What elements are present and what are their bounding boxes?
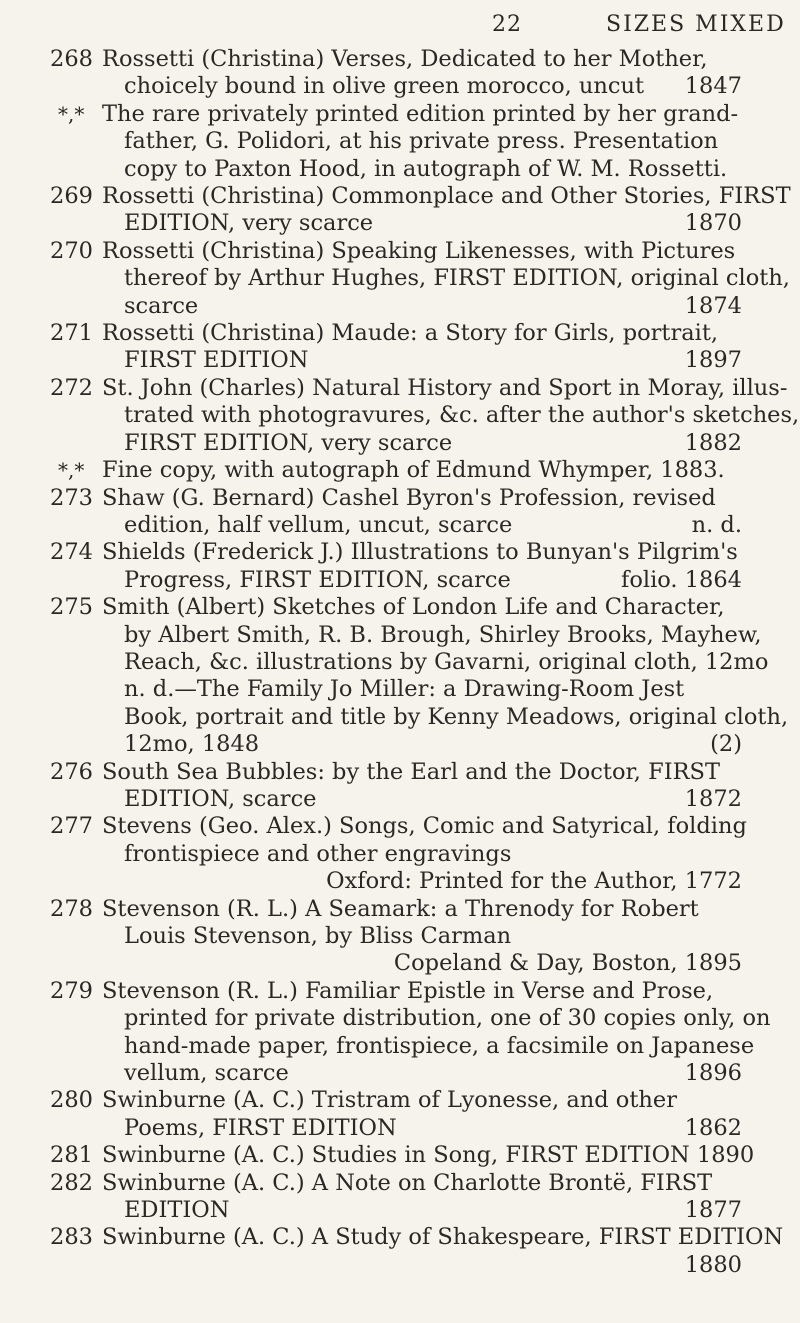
entry-line: copy to Paxton Hood, in autograph of W. M. Rossetti.	[124, 155, 728, 182]
entry-note	[0, 101, 800, 183]
lot-number: 282	[50, 1169, 93, 1196]
entry-date: n. d.	[691, 511, 742, 538]
entry-line: Stevenson (R. L.) A Seamark: a Threnody for Robert	[102, 895, 699, 922]
lot-number: 283	[50, 1224, 93, 1251]
lot-number: 276	[50, 758, 93, 785]
entry-tail-line	[102, 1115, 742, 1142]
entry-date: 1882	[684, 429, 742, 456]
note-asterisks: *,*	[58, 101, 85, 126]
entry-text	[102, 1087, 742, 1142]
entry-line: Book, portrait and title by Kenny Meadows, original cloth,	[124, 703, 789, 730]
lot-number: 279	[50, 977, 93, 1004]
entry-text	[102, 101, 742, 183]
entry-text	[102, 594, 789, 758]
entry-line: South Sea Bubbles: by the Earl and the Doctor, FIRST	[102, 758, 720, 785]
note-asterisks: *,*	[58, 458, 85, 483]
entry-tail-text: Poems, FIRST EDITION	[124, 1114, 397, 1141]
entry-line: n. d.—The Family Jo Miller: a Drawing-Room Jest	[124, 676, 685, 703]
catalogue-entry	[0, 813, 800, 895]
entry-line: Rossetti (Christina) Commonplace and Other Stories, FIRST	[102, 183, 791, 210]
entry-line: Rossetti (Christina) Speaking Likenesses, with Pictures	[102, 237, 736, 264]
lot-number: 278	[50, 895, 93, 922]
entry-tail-line	[102, 731, 742, 758]
lot-number: 270	[50, 237, 93, 264]
entry-tail-line	[102, 512, 742, 539]
entry-imprint: 1880	[684, 1251, 742, 1278]
entry-tail-line	[102, 73, 742, 100]
entry-date: 1870	[684, 210, 742, 237]
entry-line: Louis Stevenson, by Bliss Carman	[124, 923, 512, 949]
catalogue-entry	[0, 1224, 800, 1279]
entry-line: thereof by Arthur Hughes, FIRST EDITION, original cloth,	[124, 265, 790, 292]
entry-tail-text: FIRST EDITION	[124, 347, 309, 374]
entry-text	[102, 46, 742, 101]
entry-date: 1896	[684, 1060, 742, 1087]
entry-imprint: Oxford: Printed for the Author, 1772	[326, 868, 742, 895]
entry-text	[102, 485, 742, 540]
lot-number: 274	[50, 539, 93, 566]
lot-number: 269	[50, 183, 93, 210]
entry-date: folio. 1864	[621, 566, 742, 593]
entry-date: (2)	[710, 731, 742, 758]
entry-tail-text: choicely bound in olive green morocco, uncut	[124, 73, 645, 100]
entry-date: 1897	[684, 347, 742, 374]
entry-text	[102, 320, 742, 375]
lot-number: 273	[50, 484, 93, 511]
entry-line: Fine copy, with autograph of Edmund Whymper, 1883.	[102, 457, 725, 484]
catalogue-entry	[0, 485, 800, 540]
catalogue-entry	[0, 238, 800, 320]
catalogue-entry	[0, 375, 800, 457]
catalogue-entry	[0, 896, 800, 978]
entry-text	[102, 237, 790, 320]
entry-tail-text: edition, half vellum, uncut, scarce	[124, 511, 513, 538]
entry-note	[0, 457, 800, 484]
entry-line: Swinburne (A. C.) Tristram of Lyonesse, and other	[102, 1087, 677, 1114]
entry-date: 1877	[684, 1197, 742, 1224]
catalogue-entry	[0, 594, 800, 758]
entry-text	[102, 813, 747, 895]
entry-text	[102, 539, 742, 594]
entry-date: 1874	[684, 292, 742, 319]
entry-text	[102, 896, 742, 978]
catalogue-entry	[0, 539, 800, 594]
lot-number: 277	[50, 813, 93, 840]
entry-tail-line	[102, 1060, 742, 1087]
entry-text	[102, 457, 742, 484]
catalogue-entry	[0, 46, 800, 101]
page-number: 22	[492, 12, 522, 37]
entry-tail-line	[102, 347, 742, 374]
entry-date: 1862	[684, 1114, 742, 1141]
entry-text	[102, 1142, 755, 1169]
entry-line: Rossetti (Christina) Verses, Dedicated to her Mother,	[102, 46, 708, 72]
entry-tail-line	[102, 567, 742, 594]
catalogue-entry	[0, 320, 800, 375]
entry-line: Shields (Frederick J.) Illustrations to Bunyan's Pilgrim's	[102, 539, 738, 566]
lot-number: 281	[50, 1142, 93, 1169]
entry-tail-line	[102, 430, 742, 457]
entry-tail-text: EDITION, scarce	[124, 785, 317, 812]
entry-text	[102, 183, 791, 238]
entry-text	[102, 374, 800, 457]
entry-line: trated with photogravures, &c. after the author's sketches,	[124, 402, 800, 429]
entry-date: 1847	[684, 73, 742, 100]
entry-date: 1872	[684, 785, 742, 812]
lot-number: 271	[50, 320, 93, 347]
running-title: SIZES MIXED	[606, 12, 786, 37]
catalogue-entry	[0, 1142, 800, 1169]
lot-number: 280	[50, 1087, 93, 1114]
entry-line: Shaw (G. Bernard) Cashel Byron's Profession, revised	[102, 484, 716, 511]
catalogue-entry	[0, 978, 800, 1088]
entry-line: hand-made paper, frontispiece, a facsimile on Japanese	[124, 1032, 755, 1059]
entry-tail-line	[102, 1197, 742, 1224]
entry-line: Swinburne (A. C.) A Note on Charlotte Brontë, FIRST	[102, 1169, 713, 1196]
lot-number: 268	[50, 46, 93, 72]
entry-imprint: Copeland & Day, Boston, 1895	[393, 950, 742, 977]
entry-line: by Albert Smith, R. B. Brough, Shirley Brooks, Mayhew,	[124, 621, 762, 648]
entry-line: Stevenson (R. L.) Familiar Epistle in Verse and Prose,	[102, 977, 714, 1004]
entry-text	[102, 1170, 742, 1225]
entry-line: St. John (Charles) Natural History and Sport in Moray, illus-	[102, 374, 788, 401]
catalogue-entries	[0, 46, 800, 1279]
entry-text	[102, 1224, 784, 1279]
lot-number: 275	[50, 594, 93, 621]
lot-number: 272	[50, 374, 93, 401]
entry-tail-line	[102, 293, 742, 320]
entry-line: frontispiece and other engravings	[124, 840, 512, 867]
entry-line: printed for private distribution, one of 30 copies only, on	[124, 1005, 771, 1032]
entry-line: The rare privately printed edition printed by her grand-	[102, 100, 739, 127]
entry-tail-line	[102, 210, 742, 237]
catalogue-entry	[0, 1170, 800, 1225]
entry-line: father, G. Polidori, at his private press. Presentation	[124, 128, 719, 155]
entry-tail-text: EDITION, very scarce	[124, 210, 374, 237]
entry-text	[102, 759, 742, 814]
entry-line: Rossetti (Christina) Maude: a Story for Girls, portrait,	[102, 320, 719, 347]
entry-tail-text: 12mo, 1848	[124, 731, 260, 758]
catalogue-entry	[0, 759, 800, 814]
entry-line: Swinburne (A. C.) Studies in Song, FIRST EDITION 1890	[102, 1142, 755, 1169]
catalogue-entry	[0, 183, 800, 238]
entry-line: Reach, &c. illustrations by Gavarni, original cloth, 12mo	[124, 648, 769, 675]
entry-tail-text: EDITION	[124, 1197, 230, 1224]
entry-tail-text: vellum, scarce	[124, 1060, 289, 1087]
entry-line: Smith (Albert) Sketches of London Life and Character,	[102, 594, 725, 621]
entry-text	[102, 977, 771, 1088]
entry-tail-text: Progress, FIRST EDITION, scarce	[124, 566, 511, 593]
entry-tail-line	[102, 786, 742, 813]
entry-line: Swinburne (A. C.) A Study of Shakespeare, FIRST EDITION	[102, 1224, 784, 1251]
catalogue-entry	[0, 1087, 800, 1142]
entry-tail-text: scarce	[124, 292, 199, 319]
entry-tail-text: FIRST EDITION, very scarce	[124, 429, 453, 456]
entry-line: Stevens (Geo. Alex.) Songs, Comic and Satyrical, folding	[102, 813, 747, 840]
